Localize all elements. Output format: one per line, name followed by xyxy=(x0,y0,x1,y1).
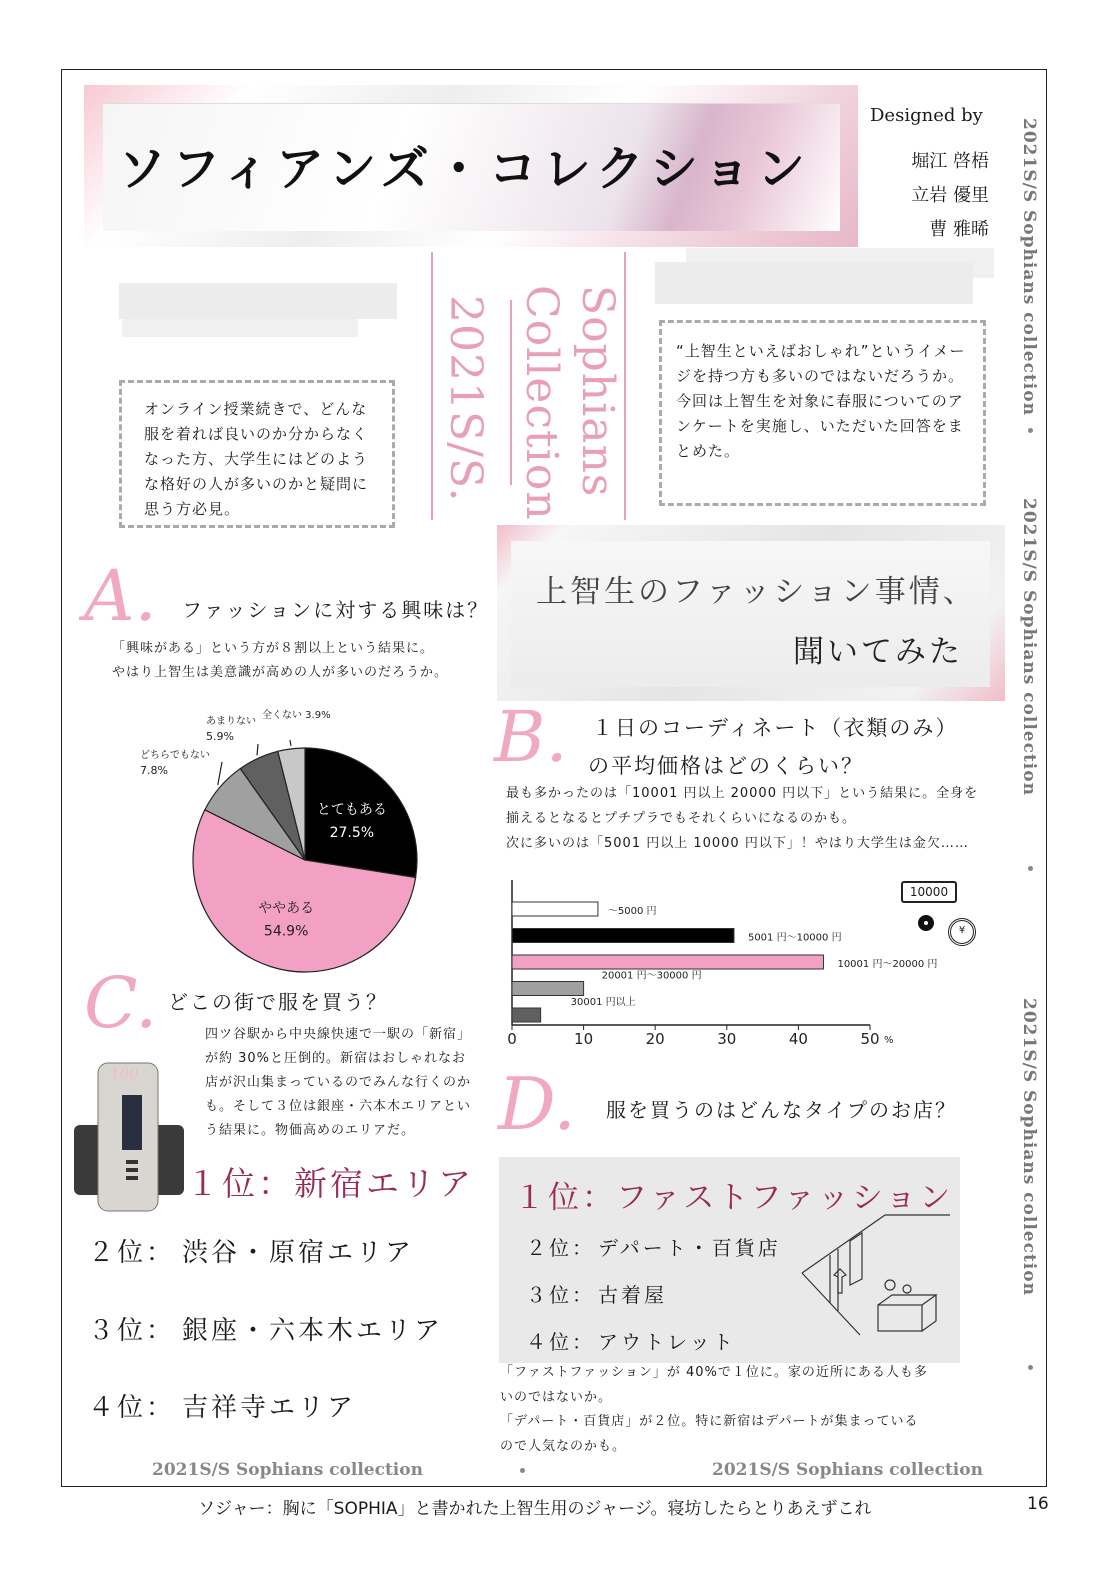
phone-illustration-icon xyxy=(74,1055,184,1215)
side-label: 2021S/S Sophians collection xyxy=(1019,118,1039,416)
city-rank-1: １位：新宿エリア xyxy=(186,1164,474,1203)
section-c-letter: C. xyxy=(84,962,158,1044)
shop-rank-4-label: ４位： xyxy=(526,1330,595,1354)
pie-slice-value: 27.5% xyxy=(329,824,375,841)
section-b-text: 揃えるとなるとプチプラでもそれくらいになるのかも。 xyxy=(506,811,857,826)
bar xyxy=(512,929,734,943)
yen-coin-icon: ¥ xyxy=(948,918,976,946)
side-dot xyxy=(1028,428,1033,433)
pie-slice-label: とてもある xyxy=(316,801,387,818)
city-rank-4: 吉祥寺エリア xyxy=(182,1393,357,1423)
city-rank-3-label: ３位： xyxy=(88,1316,176,1346)
bar-tick-label: 20 xyxy=(645,1030,665,1048)
shop-rank-2: デパート・百貨店 xyxy=(598,1236,781,1260)
pie-slice-value: 54.9% xyxy=(263,923,309,940)
author-name: 立岩 優里 xyxy=(911,185,989,206)
divider-line xyxy=(431,252,433,520)
interest-pie-chart xyxy=(130,700,440,950)
city-rank-2: 渋谷・原宿エリア xyxy=(182,1238,415,1268)
section-a-letter: A. xyxy=(84,555,157,637)
decor-bar xyxy=(686,248,994,278)
section-b-question: １日のコーディネート（衣類のみ） xyxy=(592,716,959,740)
vertical-title-sophians: Sophians xyxy=(572,285,623,498)
shop-rank-4: アウトレット xyxy=(598,1330,736,1354)
bar-category-label: 20001 円～30000 円 xyxy=(601,970,702,982)
section-c-question: どこの街で服を買う？ xyxy=(168,990,388,1014)
pie-slice-value: 5.9% xyxy=(206,730,234,743)
bar-tick-label: 0 xyxy=(507,1030,517,1048)
bar-tick-label: 30 xyxy=(717,1030,737,1048)
footer-label-right: 2021S/S Sophians collection xyxy=(712,1460,983,1480)
decor-bar xyxy=(122,303,358,337)
feature-heading-line2: 聞いてみた xyxy=(793,634,963,670)
pie-leader-line xyxy=(218,762,222,785)
page-number: 16 xyxy=(1027,1494,1049,1514)
divider-line xyxy=(510,300,512,485)
side-label: 2021S/S Sophians collection xyxy=(1019,498,1039,796)
shop-rank-2-label: ２位： xyxy=(526,1236,595,1260)
side-dot xyxy=(1028,866,1033,871)
section-b-question: の平均価格はどのくらい？ xyxy=(588,754,864,778)
price-bar-chart xyxy=(500,875,938,1050)
bar-tick-label: 40 xyxy=(788,1030,808,1048)
bar-category-label: ～5000 円 xyxy=(607,906,657,917)
feature-heading-line1: 上智生のファッション事情、 xyxy=(536,574,977,610)
shop-illustration-icon xyxy=(800,1215,950,1340)
city-rank-2-label: ２位： xyxy=(88,1238,176,1268)
section-d-text: ので人気なのかも。 xyxy=(500,1439,627,1454)
section-c-text: 四ツ谷駅から中央線快速で一駅の「新宿」が約 30%と圧倒的。新宿はおしゃれなお店が沢山集まっているのでみんな行くのかも。そして３位は銀座・六本木エリアという結果に。物価高めのエリアだ。 xyxy=(205,1027,472,1138)
shop-rank-3-label: ３位： xyxy=(526,1283,595,1307)
section-d-text: いのではないか。 xyxy=(500,1390,613,1405)
bar-category-label: 5001 円～10000 円 xyxy=(747,932,842,944)
vertical-title-season: 2021S/S. xyxy=(440,295,491,503)
section-a-text: 「興味がある」という方が８割以上という結果に。 xyxy=(112,641,435,656)
section-d-text: 「ファストファッション」が 40%で１位に。家の近所にある人も多 xyxy=(500,1365,928,1380)
section-b-text: 最も多かったのは「10001 円以上 20000 円以下」という結果に。全身を xyxy=(506,786,979,801)
coin-icon xyxy=(918,915,934,931)
section-a-question: ファッションに対する興味は？ xyxy=(182,598,490,622)
intro-left-box xyxy=(119,380,395,528)
pie-slice-label: あまりない xyxy=(206,716,256,727)
bar xyxy=(512,982,584,996)
author-name: 曹 雅晞 xyxy=(929,219,989,240)
bar-tick-label: 10 xyxy=(574,1030,594,1048)
vertical-title-collection: Collection xyxy=(516,285,567,521)
bar-unit-label: % xyxy=(884,1035,894,1046)
author-name: 堀江 啓梧 xyxy=(911,151,989,172)
shop-rank-1: １位：ファストファッション xyxy=(514,1180,954,1216)
pie-slice-label: ややある xyxy=(258,900,315,917)
side-dot xyxy=(1028,1365,1033,1370)
section-d-letter: D. xyxy=(498,1062,577,1146)
intro-right-text: “上智生といえばおしゃれ”というイメージを持つ方も多いのではないだろうか。 xyxy=(676,342,966,385)
side-label: 2021S/S Sophians collection xyxy=(1019,998,1039,1296)
pie-slice-label: どちらでもない xyxy=(140,750,210,761)
pie-leader-line xyxy=(290,740,291,746)
bar xyxy=(512,902,598,916)
footnote: ソジャー：胸に「SOPHIA」と書かれた上智生用のジャージ。寝坊したらとりあえずこれ xyxy=(198,1499,872,1519)
intro-right-text: 今回は上智生を対象に春服についてのアンケートを実施し、いただいた回答をまとめた。 xyxy=(676,392,964,460)
section-d-question: 服を買うのはどんなタイプのお店？ xyxy=(606,1098,957,1122)
pie-slice-label: 全くない 3.9% xyxy=(262,710,331,721)
bar-category-label: 10001 円～20000 円 xyxy=(837,959,938,970)
phone-badge: 100 xyxy=(110,1065,139,1083)
bar-category-label: 30001 円以上 xyxy=(570,997,636,1008)
section-b-text: 次に多いのは「5001 円以上 10000 円以下」！やはり大学生は金欠…… xyxy=(506,836,969,851)
footer-label-left: 2021S/S Sophians collection xyxy=(152,1460,423,1480)
pie-leader-line xyxy=(257,744,258,755)
designed-by-label: Designed by xyxy=(870,105,983,126)
section-d-text: 「デパート・百貨店」が２位。特に新宿はデパートが集まっている xyxy=(500,1414,919,1429)
bar-tick-label: 50 xyxy=(860,1030,880,1048)
shop-rank-3: 古着屋 xyxy=(598,1283,667,1307)
footer-dot xyxy=(520,1468,525,1473)
divider-line xyxy=(624,252,626,520)
pie-slice-value: 7.8% xyxy=(140,764,168,777)
section-a-text: やはり上智生は美意識が高めの人が多いのだろうか。 xyxy=(112,665,449,680)
page-title: ソフィアンズ・コレクション xyxy=(118,141,811,197)
bill-label: 10000 xyxy=(909,885,949,899)
intro-right-box xyxy=(659,320,986,506)
section-b-letter: B. xyxy=(494,696,568,778)
intro-left-text: オンライン授業続きで、どんな服を着れば良いのか分からなくなった方、大学生にはどのような格好の人が多いのかと疑問に思う方必見。 xyxy=(144,400,369,518)
city-rank-4-label: ４位： xyxy=(88,1393,176,1423)
bill-icon xyxy=(901,881,957,903)
bar xyxy=(512,955,823,969)
city-rank-3: 銀座・六本木エリア xyxy=(182,1316,444,1346)
bar xyxy=(512,1008,541,1022)
